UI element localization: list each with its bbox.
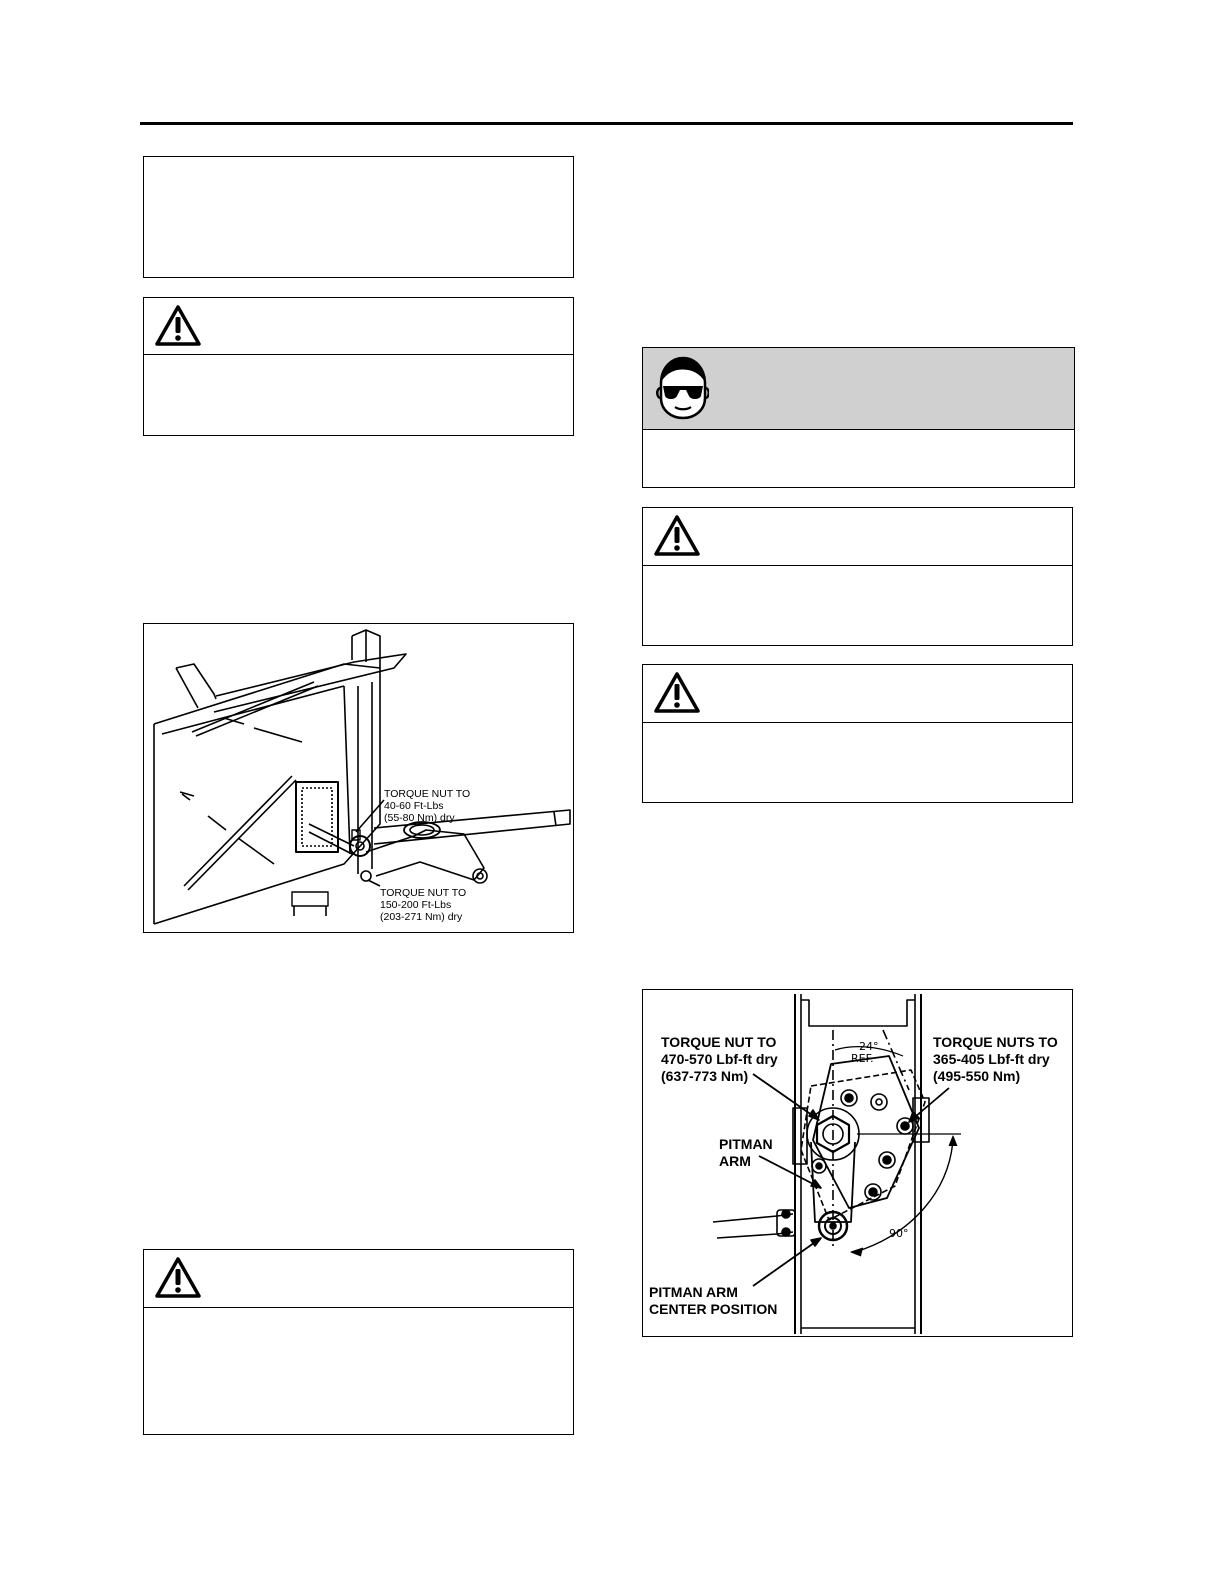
safety-goggles-icon (653, 354, 709, 422)
caution-box-3-header (643, 508, 1072, 566)
note-box (143, 156, 574, 278)
warning-triangle-icon (653, 514, 701, 558)
header-rule (140, 122, 1073, 125)
callout-pitman-arm: PITMAN ARM (719, 1136, 773, 1169)
caution-box-4 (642, 664, 1073, 803)
figure-steering-gear-mount (143, 623, 574, 933)
eye-protection-box (642, 347, 1075, 488)
ref-label: REF. (851, 1052, 874, 1065)
callout-torque-upper: TORQUE NUT TO 40-60 Ft-Lbs (55-80 Nm) dry (384, 788, 471, 824)
caution-box-3 (642, 507, 1073, 646)
caution-box-1-header (144, 298, 573, 355)
callout-torque-lower: TORQUE NUT TO 150-200 Ft-Lbs (203-271 Nm) dry (380, 887, 467, 923)
callout-pitman-center-position: PITMAN ARM CENTER POSITION (649, 1284, 778, 1317)
angle-90-label: 90° (889, 1227, 909, 1240)
caution-box-1 (143, 297, 574, 436)
angle-24-label: 24° (859, 1040, 879, 1053)
warning-triangle-icon (653, 671, 701, 715)
callout-torque-mount-nuts: TORQUE NUTS TO 365-405 Lbf-ft dry (495-550 Nm) (933, 1034, 1058, 1084)
caution-box-2 (143, 1249, 574, 1435)
warning-triangle-icon (154, 1256, 202, 1300)
caution-box-4-header (643, 665, 1072, 723)
steering-gear-mount-drawing (144, 624, 574, 933)
figure-pitman-arm (642, 989, 1073, 1337)
eye-protection-header (643, 348, 1074, 430)
callout-torque-pitman-nut: TORQUE NUT TO 470-570 Lbf-ft dry (637-773 Nm) (661, 1034, 778, 1084)
warning-triangle-icon (154, 304, 202, 348)
caution-box-2-header (144, 1250, 573, 1308)
